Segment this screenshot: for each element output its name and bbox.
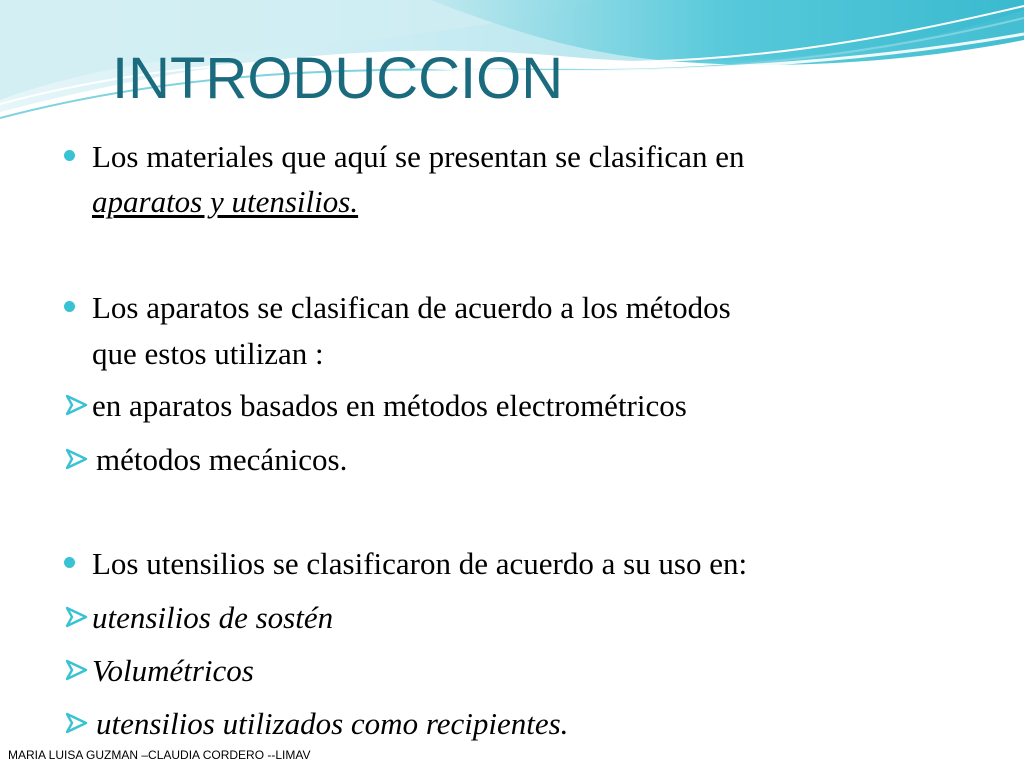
arrow-bullet-icon (64, 712, 90, 734)
item-5-text: Los utensilios se clasificaron de acuerdo a su uso en: (92, 546, 748, 581)
item-3-text: en aparatos basados en métodos electrométricos (92, 388, 687, 423)
item-1-line-2: aparatos y utensilios. (92, 184, 359, 219)
slide-title: INTRODUCCION (112, 46, 564, 111)
slide-footer: MARIA LUISA GUZMAN –CLAUDIA CORDERO --LIMAV (8, 748, 311, 762)
item-4-text: métodos mecánicos. (96, 442, 348, 477)
item-1-line-1: Los materiales que aquí se presentan se clasifican en (92, 139, 745, 174)
item-6-text: utensilios de sostén (92, 600, 334, 635)
item-7-text: Volumétricos (92, 653, 254, 688)
arrow-bullet-icon (64, 394, 90, 416)
arrow-bullet-icon (64, 606, 90, 628)
item-8-text: utensilios utilizados como recipientes. (96, 706, 569, 741)
bullet-dot-1 (64, 150, 75, 161)
arrow-bullet-icon (64, 448, 90, 470)
arrow-bullet-icon (64, 659, 90, 681)
item-2-line-2: que estos utilizan : (92, 336, 324, 371)
item-2-line-1: Los aparatos se clasifican de acuerdo a los métodos (92, 290, 731, 325)
bullet-dot-2 (64, 301, 75, 312)
bullet-dot-3 (64, 557, 75, 568)
